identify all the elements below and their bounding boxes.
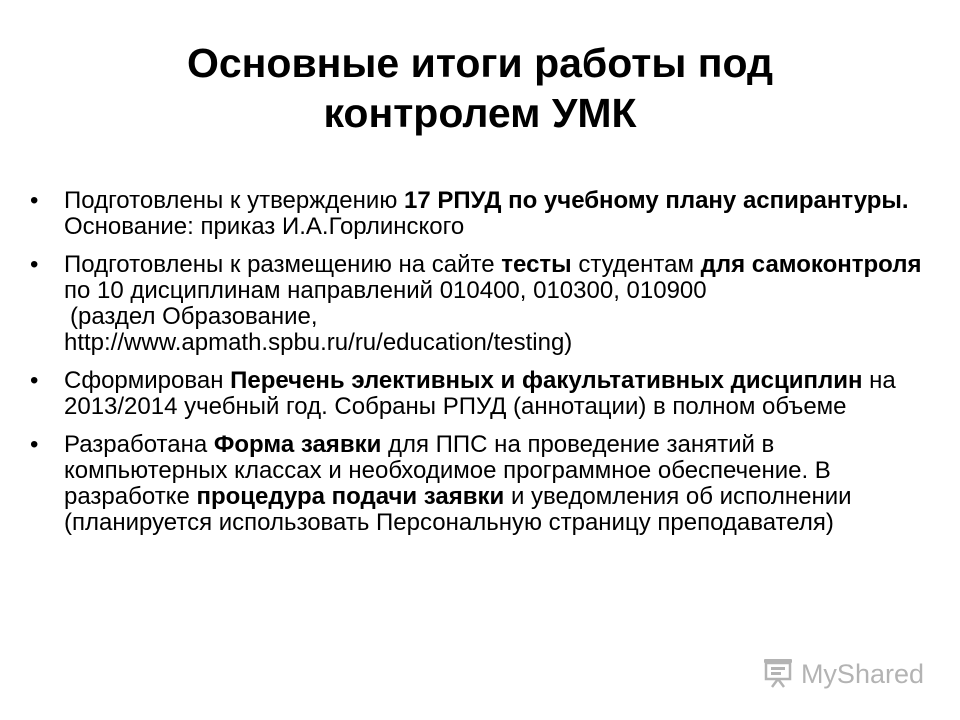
bullet-marker: • [30, 431, 39, 458]
bullet-text [64, 432, 940, 536]
bullet-item-3 [30, 368, 940, 420]
bullet-3-text-2: на 2013/2014 учебный год. Собраны РПУД (аннотации) в полном объеме [64, 367, 896, 420]
bullet-4-bold-1: Форма заявки [213, 431, 382, 458]
bullet-1-text-2: Основание: приказ И.А.Горлинского [64, 213, 465, 240]
bullet-1-text-1: Подготовлены к утверждению [64, 187, 404, 214]
bullet-list [30, 188, 940, 548]
bullet-marker: • [30, 251, 39, 278]
projector-screen-icon [761, 656, 795, 693]
slide-title-line-2: контролем УМК [323, 90, 637, 136]
bullet-2-text-3: по 10 дисциплинам направлений 010400, 010300, 010900 [64, 277, 707, 304]
bullet-2-text-2: студентам [571, 251, 701, 278]
bullet-2-sub-1: (раздел Образование, [70, 303, 318, 330]
bullet-text [64, 368, 940, 420]
bullet-item-2 [30, 252, 940, 356]
bullet-4-bold-2: процедура подачи заявки [196, 483, 505, 510]
bullet-4-text-3: и уведомления об исполнении (планируется использовать Персональную страницу преподавателя) [64, 483, 852, 536]
bullet-2-url: http://www.apmath.spbu.ru/ru/education/testing) [64, 329, 573, 356]
bullet-text [64, 252, 940, 356]
bullet-item-4 [30, 432, 940, 536]
bullet-marker: • [30, 367, 39, 394]
bullet-text [64, 188, 940, 240]
bullet-4-text-1: Разработана [64, 431, 214, 458]
bullet-2-bold-1: тесты [501, 251, 572, 278]
bullet-4-text-2: для ППС на проведение занятий в компьютерных классах и необходимое программное обеспечение. В разработке [64, 431, 831, 510]
bullet-marker: • [30, 187, 39, 214]
bullet-1-bold-1: 17 РПУД по учебному плану аспирантуры. [403, 187, 909, 214]
bullet-2-bold-2: для самоконтроля [700, 251, 922, 278]
watermark [761, 656, 924, 692]
slide-title-line-1: Основные итоги работы под [186, 40, 774, 86]
bullet-3-text-1: Сформирован [64, 367, 231, 394]
bullet-item-1 [30, 188, 940, 240]
bullet-3-bold-1: Перечень элективных и факультативных дисциплин [230, 367, 863, 394]
slide-title [80, 38, 880, 138]
watermark-text: MyShared [800, 658, 924, 689]
bullet-2-text-1: Подготовлены к размещению на сайте [64, 251, 502, 278]
